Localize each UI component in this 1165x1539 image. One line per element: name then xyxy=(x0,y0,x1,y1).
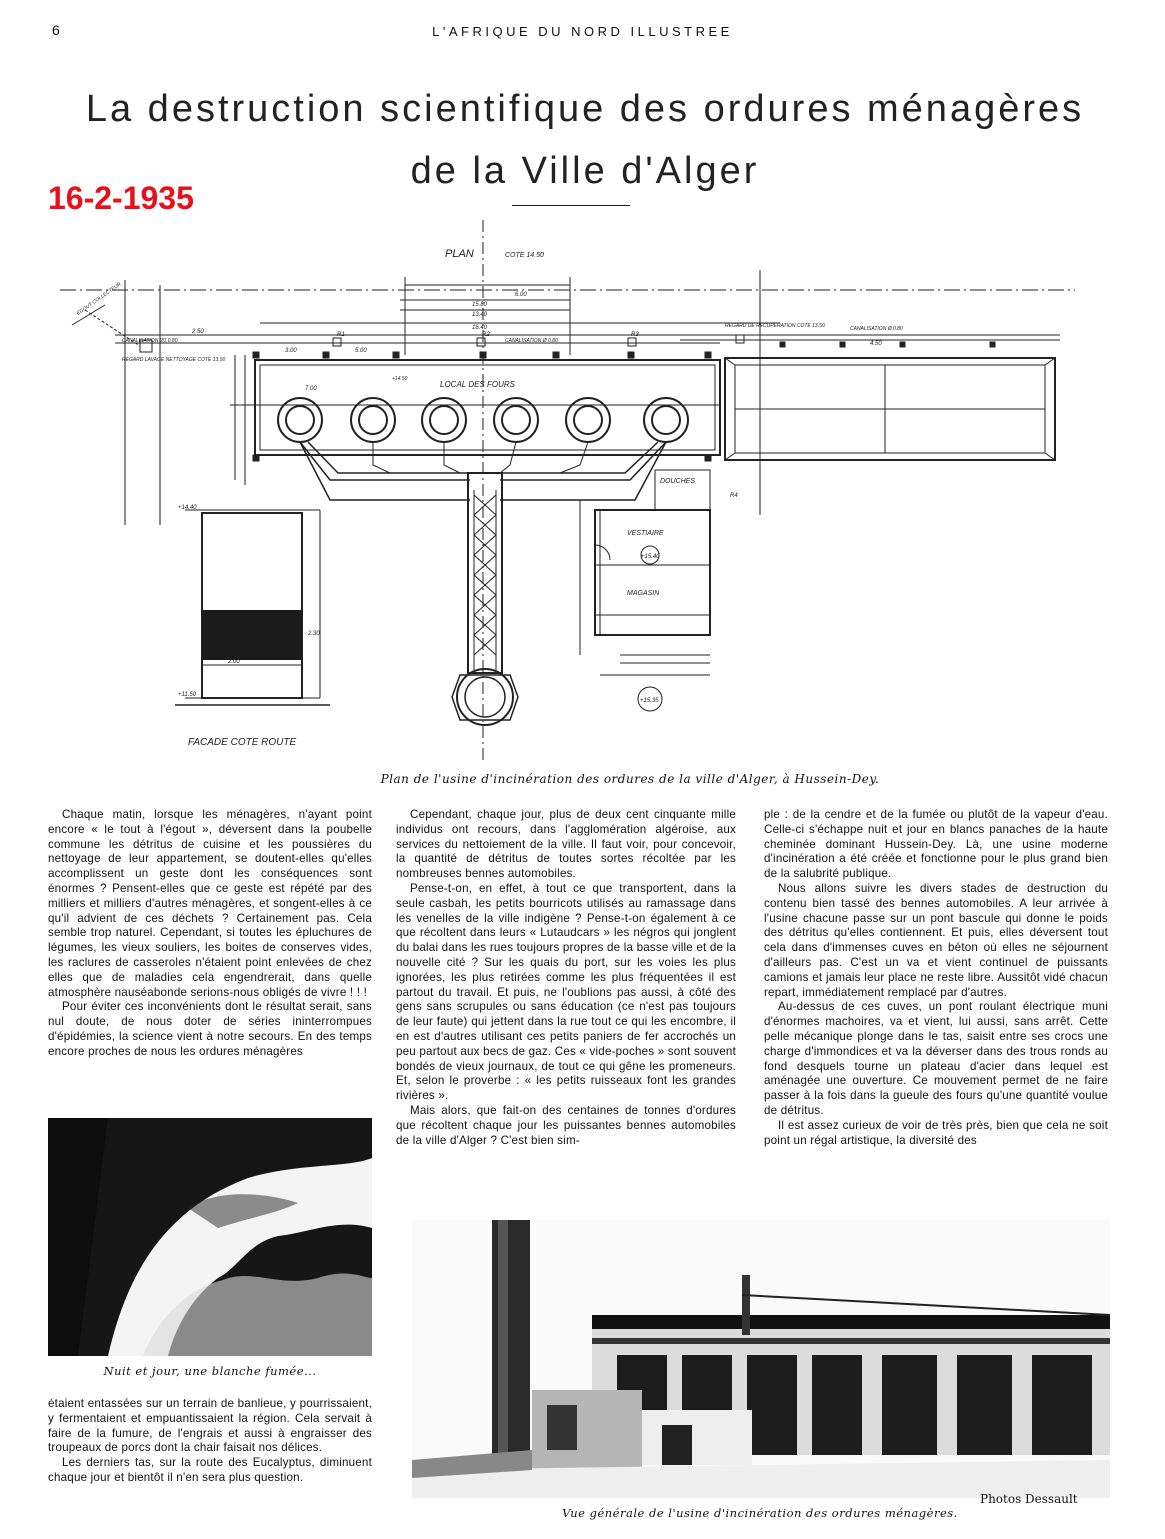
dim-label: 3.00 xyxy=(285,348,297,354)
dim-label: 6.00 xyxy=(515,292,527,298)
article-column-1-continued xyxy=(48,1397,372,1486)
marker-r3: R3 xyxy=(631,332,639,338)
dim-label: 2.30 xyxy=(308,631,320,637)
article-column-1 xyxy=(48,808,372,1060)
egout-label: EGOUT COLLECTEUR xyxy=(75,281,123,317)
paragraph: Mais alors, que fait-on des centaines de tonnes d'ordures que récoltent chaque jour les puissantes bennes automobiles de la ville d'Alger ? C'est bien sim- xyxy=(396,1103,736,1147)
regard-label: REGARD DE RECUPERATION COTE 13.50 xyxy=(725,323,825,329)
paragraph: Il est assez curieux de voir de très près, bien que cela ne soit point un régal artistique, la diversité des xyxy=(764,1118,1108,1147)
paragraph: Pour éviter ces inconvénients dont le résultat serait, sans nul doute, de nous doter de séries ininterrompues d'épidémies, la science vient à notre secours. En des temps encore proches de nous les ordures ménagères xyxy=(48,1000,372,1058)
level-label: +15.40 xyxy=(641,554,660,560)
level-label: +11.50 xyxy=(178,692,197,698)
local-fours-label: LOCAL DES FOURS xyxy=(440,380,515,389)
regard-left-label: REGARD LAVAGE NETTOYAGE COTE 13.50 xyxy=(122,357,226,363)
page-number: 6 xyxy=(52,22,60,38)
plan-label: PLAN xyxy=(445,248,474,260)
plan-caption: Plan de l'usine d'incinération des ordures de la ville d'Alger, à Hussein-Dey. xyxy=(380,772,880,786)
level-label: +14.50 xyxy=(392,376,408,382)
magasin-label: MAGASIN xyxy=(627,590,660,597)
plan-cote-label: COTE 14.50 xyxy=(505,252,544,259)
level-label: +14.40 xyxy=(178,505,197,511)
dim-label: 4.50 xyxy=(870,341,882,347)
dim-label: 2.50 xyxy=(192,329,204,335)
dim-label: 16.40 xyxy=(472,325,488,331)
paragraph: Les derniers tas, sur la route des Eucalyptus, diminuent chaque jour et bientôt il n'en sera plus question. xyxy=(48,1456,372,1484)
canalisation-right-label: CANALISATION Ø 0.80 xyxy=(850,326,903,332)
date-stamp: 16-2-1935 xyxy=(48,180,194,216)
title-divider xyxy=(512,205,630,206)
photo-credit: Photos Dessault xyxy=(980,1492,1078,1506)
paragraph: Pense-t-on, en effet, à tout ce que transportent, dans la seule casbah, les petits bourricots utilisés au ramassage dans les venelles de la ville indigène ? Pense-t-on également à ce que récoltent dans leurs « Lutaudcars » les négros qui jonglent du balai dans les rues toujours propres de la basse ville et de la nouvelle cité ? Sur les quais du port, sur les voies les plus ignorées, les plus retirées comme les plus fréquentées il est partout du travail. Et puis, ne l'oublions pas aussi, à côté des gens sans scrupules ou sans éducation (ce n'est pas toujours de leur faute) qui jettent dans la rue tout ce qui les encombre, il en est d'autres utilisant ces petits paniers de fer accrochés un peu partout aux becs de gaz. Ces « vide-poches » sont souvent bondés de vieux journaux, de tout ce qui gêne les promeneurs. Et, selon le proverbe : « les petits ruisseaux font les grandes rivières ». xyxy=(396,881,736,1103)
smoke-photo-caption: Nuit et jour, une blanche fumée... xyxy=(103,1364,317,1378)
paragraph: Cependant, chaque jour, plus de deux cent cinquante mille individus ont recours, dans l'agglomération algéroise, aux services du nettoiement de la ville. Il faut voir, pour concevoir, la quantité de détritus de toutes sortes récoltée par les nombreuses bennes automobiles. xyxy=(396,808,736,881)
factory-photo-caption: Vue générale de l'usine d'incinération des ordures ménagères. xyxy=(562,1506,958,1520)
smoke-photo xyxy=(48,1118,372,1356)
factory-photo xyxy=(412,1220,1110,1498)
douches-label: DOUCHES xyxy=(660,478,696,485)
article-column-2 xyxy=(396,808,736,1148)
dim-label: 2.00 xyxy=(228,659,240,665)
marker-r4: R4 xyxy=(730,493,738,499)
dim-label: 15.80 xyxy=(472,302,488,308)
paragraph: Nous allons suivre les divers stades de destruction du contenu bien tassé des bennes automobiles. A leur arrivée à l'usine chacune passe sur un pont bascule qui donne le poids des détritus qu'elles contiennent. Et puis, elles déversent tout cela dans d'immenses cuves en béton où elles ne séjournent d'ailleurs pas. C'est un va et vient continuel de puissants camions et jamais leur place ne reste libre. Aussitôt vidé chacun repart, immédiatement remplacé par d'autres. xyxy=(764,881,1108,999)
paragraph: ple : de la cendre et de la fumée ou plutôt de la vapeur d'eau. Celle-ci s'échappe nuit et jour en blancs panaches de la haute cheminée dominant Hussein-Dey. Là, une usine moderne d'incinération a été créée et fonctionne pour le plus grand bien de la salubrité publique. xyxy=(764,808,1108,881)
level-label: +15.35 xyxy=(640,698,659,704)
dim-label: 13.40 xyxy=(472,312,488,318)
journal-title: L'AFRIQUE DU NORD ILLUSTREE xyxy=(432,24,733,39)
paragraph: étaient entassées sur un terrain de banlieue, y pourrissaient, y fermentaient et empuantissaient la région. Cela servait à faire de la fumure, de l'engrais et aussi à engraisser des troupeaux de porcs dont la chair faisait nos délices. xyxy=(48,1397,372,1455)
marker-r1: R1 xyxy=(337,332,345,338)
article-title-line1: La destruction scientifique des ordures ménagères xyxy=(85,88,1085,130)
facade-label: FACADE COTE ROUTE xyxy=(188,737,297,748)
dim-label: 7.00 xyxy=(305,386,317,392)
paragraph: Chaque matin, lorsque les ménagères, n'ayant point encore « le tout à l'égout », déversent dans la poubelle commune les détritus de cuisine et les poussières du nettoyage de leur appartement, se doutent-elles qu'elles accomplissent un geste dont les conséquences sont énormes ? Pensent-elles que ce geste est répété par des milliers et milliers d'autres ménagères, et songent-elles à ce qu'il advient de ces déchets ? Certainement pas. Cela semble trop naturel. Cependant, si toutes les épluchures de légumes, les vieux souliers, les boites de conserves vides, les raclures de casseroles n'étaient point enlevées de chez elles que de maladies cela engendrerait, dans quelle atmosphère nauséabonde serions-nous obligés de vivre ! ! ! xyxy=(48,808,372,999)
dim-label: 5.00 xyxy=(355,348,367,354)
article-title-line2: de la Ville d'Alger xyxy=(410,150,760,192)
canalisation-mid-label: CANALISATION Ø 0.80 xyxy=(505,338,558,344)
marker-r2: R2 xyxy=(482,332,490,338)
vestiaire-label: VESTIAIRE xyxy=(627,530,664,537)
canalisation-left-label: CANALISATION Ø1 0.80 xyxy=(122,338,178,344)
factory-plan-drawing xyxy=(60,215,1080,765)
article-column-3 xyxy=(764,808,1108,1148)
paragraph: Au-dessus de ces cuves, un pont roulant électrique muni d'énormes machoires, va et vient, lui aussi, sans arrêt. Cette pelle mécanique plonge dans le tas, saisit entre ses crocs une charge d'immondices et va la déverser dans des trous ronds au fond desquels tourne un plateau d'acier dans lequel est aménagée une ouverture. Ce mouvement permet de ne faire passer à la fois dans la gueule des fours qu'une quantité voulue de détritus. xyxy=(764,1000,1108,1117)
